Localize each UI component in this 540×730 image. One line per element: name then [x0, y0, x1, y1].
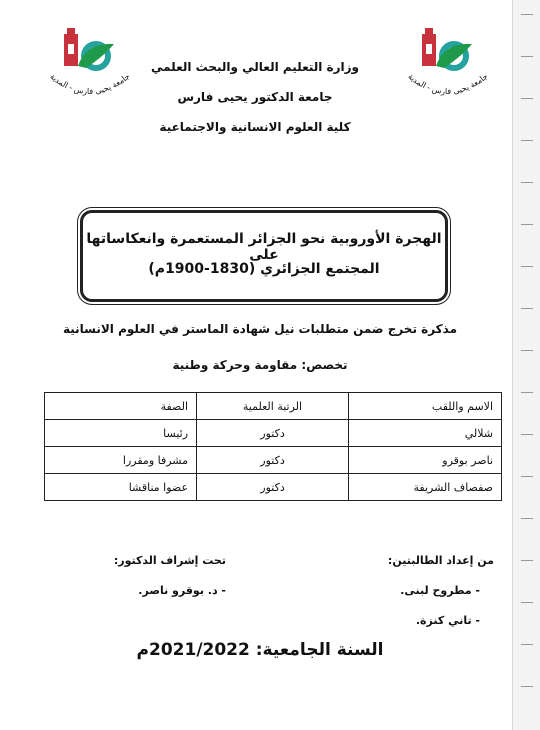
jury-name: شلالي: [348, 420, 501, 447]
margin-tick: [521, 224, 533, 225]
student-name: - تاني كنزة.: [415, 614, 480, 627]
logo-caption: جامعة يحيى فارس - المدية: [406, 71, 490, 97]
margin-tick: [521, 98, 533, 99]
specialty-line: تخصص: مقاومة وحركة وطنية: [172, 358, 348, 372]
logo-caption: جامعة يحيى فارس - المدية: [48, 71, 132, 97]
jury-rank: دكتور: [197, 447, 349, 474]
jury-table: [44, 392, 502, 501]
thesis-title-line2: المجتمع الجزائري (1830-1900م): [148, 261, 380, 277]
logo-tower-top: [67, 28, 75, 36]
table-row: [45, 447, 502, 474]
margin-tick: [521, 350, 533, 351]
header-rank: الرتبة العلمية: [197, 393, 349, 420]
table-row: [45, 474, 502, 501]
table-row: [45, 420, 502, 447]
ministry-name: وزارة التعليم العالي والبحث العلمي: [150, 60, 360, 74]
jury-role: عضوا مناقشا: [45, 474, 197, 501]
university-logo-left: [34, 22, 144, 112]
header-name: الاسم واللقب: [348, 393, 501, 420]
faculty-name: كلية العلوم الانسانية والاجتماعية: [159, 120, 351, 134]
margin-tick: [521, 644, 533, 645]
jury-role: رئيسا: [45, 420, 197, 447]
header-role: الصفة: [45, 393, 197, 420]
margin-tick: [521, 266, 533, 267]
student-name: - مطروح لبنى.: [400, 584, 480, 597]
degree-statement: مذكرة تخرج ضمن متطلبات نيل شهادة الماستر في العلوم الانسانية: [62, 322, 458, 336]
university-logo-right: [392, 22, 502, 112]
margin-tick: [521, 476, 533, 477]
margin-tick: [521, 602, 533, 603]
jury-role: مشرفا ومقررا: [45, 447, 197, 474]
jury-rank: دكتور: [197, 474, 349, 501]
university-name: جامعة الدكتور يحيى فارس: [177, 90, 333, 104]
table-header-row: [45, 393, 502, 420]
margin-tick: [521, 434, 533, 435]
scan-margin-strip: [512, 0, 540, 730]
jury-rank: دكتور: [197, 420, 349, 447]
academic-year: السنة الجامعية: 2021/2022م: [136, 640, 384, 660]
margin-tick: [521, 686, 533, 687]
margin-tick: [521, 560, 533, 561]
thesis-title-box: [80, 210, 448, 302]
margin-tick: [521, 518, 533, 519]
svg-text:جامعة يحيى فارس - المدية: [48, 72, 131, 96]
jury-name: صفصاف الشريفة: [348, 474, 501, 501]
svg-text:جامعة يحيى فارس - المدية: [406, 72, 489, 96]
margin-tick: [521, 56, 533, 57]
margin-tick: [521, 392, 533, 393]
thesis-title-line1: الهجرة الأوروبية نحو الجزائر المستعمرة وانعكاساتها على: [86, 231, 442, 263]
margin-tick: [521, 14, 533, 15]
logo-tower-top: [425, 28, 433, 36]
supervisor-label: تحت إشراف الدكتور:: [113, 554, 226, 567]
jury-name: ناصر بوقرو: [348, 447, 501, 474]
students-label: من إعداد الطالبتين:: [387, 554, 494, 567]
margin-tick: [521, 182, 533, 183]
margin-tick: [521, 140, 533, 141]
margin-tick: [521, 308, 533, 309]
supervisor-name: - د. بوقرو ناصر.: [138, 584, 226, 597]
